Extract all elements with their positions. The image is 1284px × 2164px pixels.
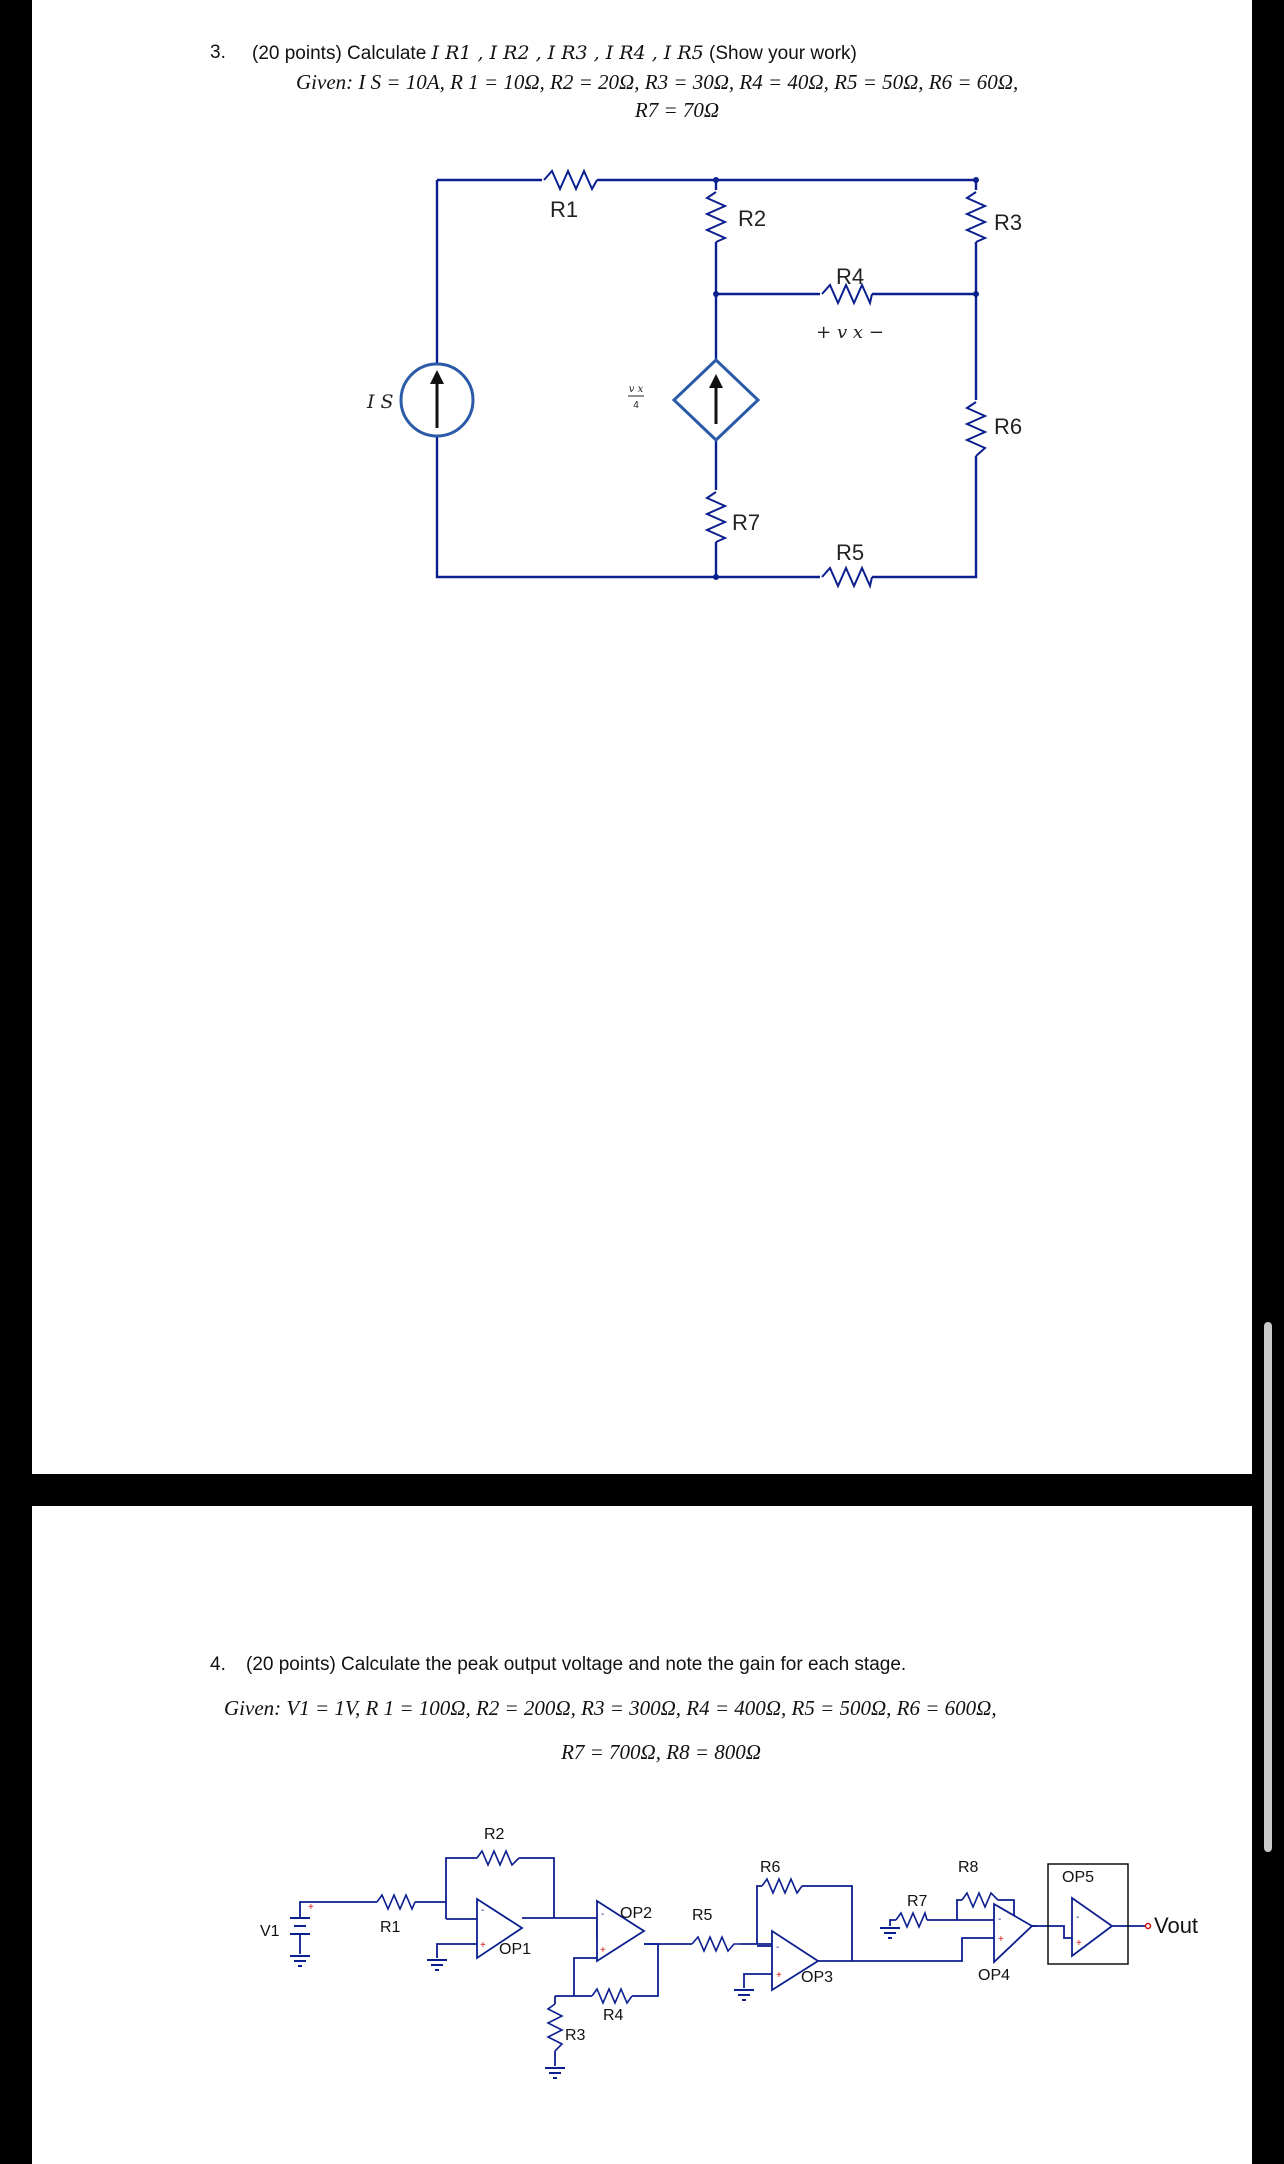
op3-label: OP3	[801, 1969, 834, 1986]
q4-resistors	[377, 1851, 998, 2051]
r3-label: R3	[565, 2027, 586, 2044]
is-label: I S	[367, 391, 394, 413]
is-current-source	[401, 364, 473, 436]
r3-label: R3	[994, 210, 1023, 235]
q4-opamps	[477, 1898, 1112, 1990]
q4-wires	[300, 1858, 1146, 2066]
page-1	[32, 0, 1252, 1474]
r8-label: R8	[958, 1859, 979, 1876]
svg-text:+: +	[600, 1945, 606, 1956]
q3-resistor-zigzags	[544, 171, 985, 586]
r8-resistor	[962, 1893, 998, 1907]
r6-label: R6	[760, 1859, 781, 1876]
op1-label: OP1	[499, 1941, 532, 1958]
svg-text:-: -	[601, 1909, 605, 1920]
r4-label: R4	[603, 2007, 624, 2024]
q4-given-line1: Given: V1 = 1V, R 1 = 100Ω, R2 = 200Ω, R3 = 300Ω, R4 = 400Ω, R5 = 500Ω, R6 = 600Ω,	[224, 1696, 997, 1720]
r2-resistor	[477, 1851, 519, 1865]
r2-label: R2	[484, 1826, 505, 1843]
svg-text:+: +	[776, 1970, 782, 1981]
r4-label: R4	[835, 264, 865, 289]
svg-text:-: -	[1076, 1912, 1080, 1923]
page-2	[32, 1506, 1252, 2164]
scrollbar-thumb[interactable]	[1264, 1322, 1272, 1852]
q4-number: 4.	[210, 1654, 226, 1675]
r7-label: R7	[732, 510, 761, 535]
svg-text:+: +	[1076, 1938, 1082, 1949]
op4-amplifier	[994, 1904, 1032, 1962]
v1-battery	[290, 1918, 310, 1934]
vout-label: Vout	[1154, 1913, 1199, 1938]
q3-show-work: (Show your work)	[709, 43, 857, 64]
q4-opamp-circuit-diagram	[32, 1506, 1252, 2164]
op5-label: OP5	[1062, 1869, 1095, 1886]
q3-given-line2: R7 = 70Ω	[634, 98, 720, 122]
r2-label: R2	[738, 206, 767, 231]
r7-label: R7	[907, 1893, 928, 1910]
r4-resistor	[592, 1989, 632, 2003]
q3-prompt: (20 points) Calculate	[252, 43, 427, 64]
r6-label: R6	[994, 414, 1023, 439]
q3-given-line1: Given: I S = 10A, R 1 = 10Ω, R2 = 20Ω, R3 = 30Ω, R4 = 40Ω, R5 = 50Ω, R6 = 60Ω,	[296, 70, 1019, 94]
op4-label: OP4	[978, 1967, 1011, 1984]
q3-circuit-diagram	[32, 0, 1252, 600]
v1-label: V1	[260, 1923, 280, 1940]
vx-label: + v x −	[816, 322, 884, 343]
vout-terminal	[1146, 1924, 1151, 1929]
r1-label: R1	[380, 1919, 401, 1936]
r7-resistor	[896, 1913, 927, 1927]
svg-text:-: -	[998, 1914, 1002, 1925]
svg-text:+: +	[308, 1902, 314, 1913]
q3-targets: I R1 , I R2 , I R3 , I R4 , I R5	[431, 42, 704, 64]
q4-grounds	[290, 1928, 900, 2078]
r1-label: R1	[550, 197, 579, 222]
r5-label: R5	[835, 540, 865, 565]
r5-resistor	[692, 1937, 740, 1951]
svg-text:+: +	[998, 1934, 1004, 1945]
q3-number: 3.	[210, 42, 226, 63]
dependent-current-source	[674, 360, 758, 440]
op2-label: OP2	[620, 1905, 653, 1922]
svg-text:+: +	[480, 1940, 486, 1951]
r3-resistor	[548, 2004, 562, 2051]
svg-text:-: -	[776, 1942, 780, 1953]
q4-prompt: (20 points) Calculate the peak output voltage and note the gain for each stage.	[246, 1654, 907, 1675]
dependent-source-denominator: 4	[633, 400, 639, 411]
r6-resistor	[762, 1879, 802, 1893]
r1-resistor	[377, 1895, 415, 1909]
r5-label: R5	[692, 1907, 713, 1924]
dependent-source-numerator: v x	[628, 384, 644, 395]
svg-text:-: -	[481, 1905, 485, 1916]
q4-given-line2: R7 = 700Ω, R8 = 800Ω	[561, 1740, 761, 1764]
